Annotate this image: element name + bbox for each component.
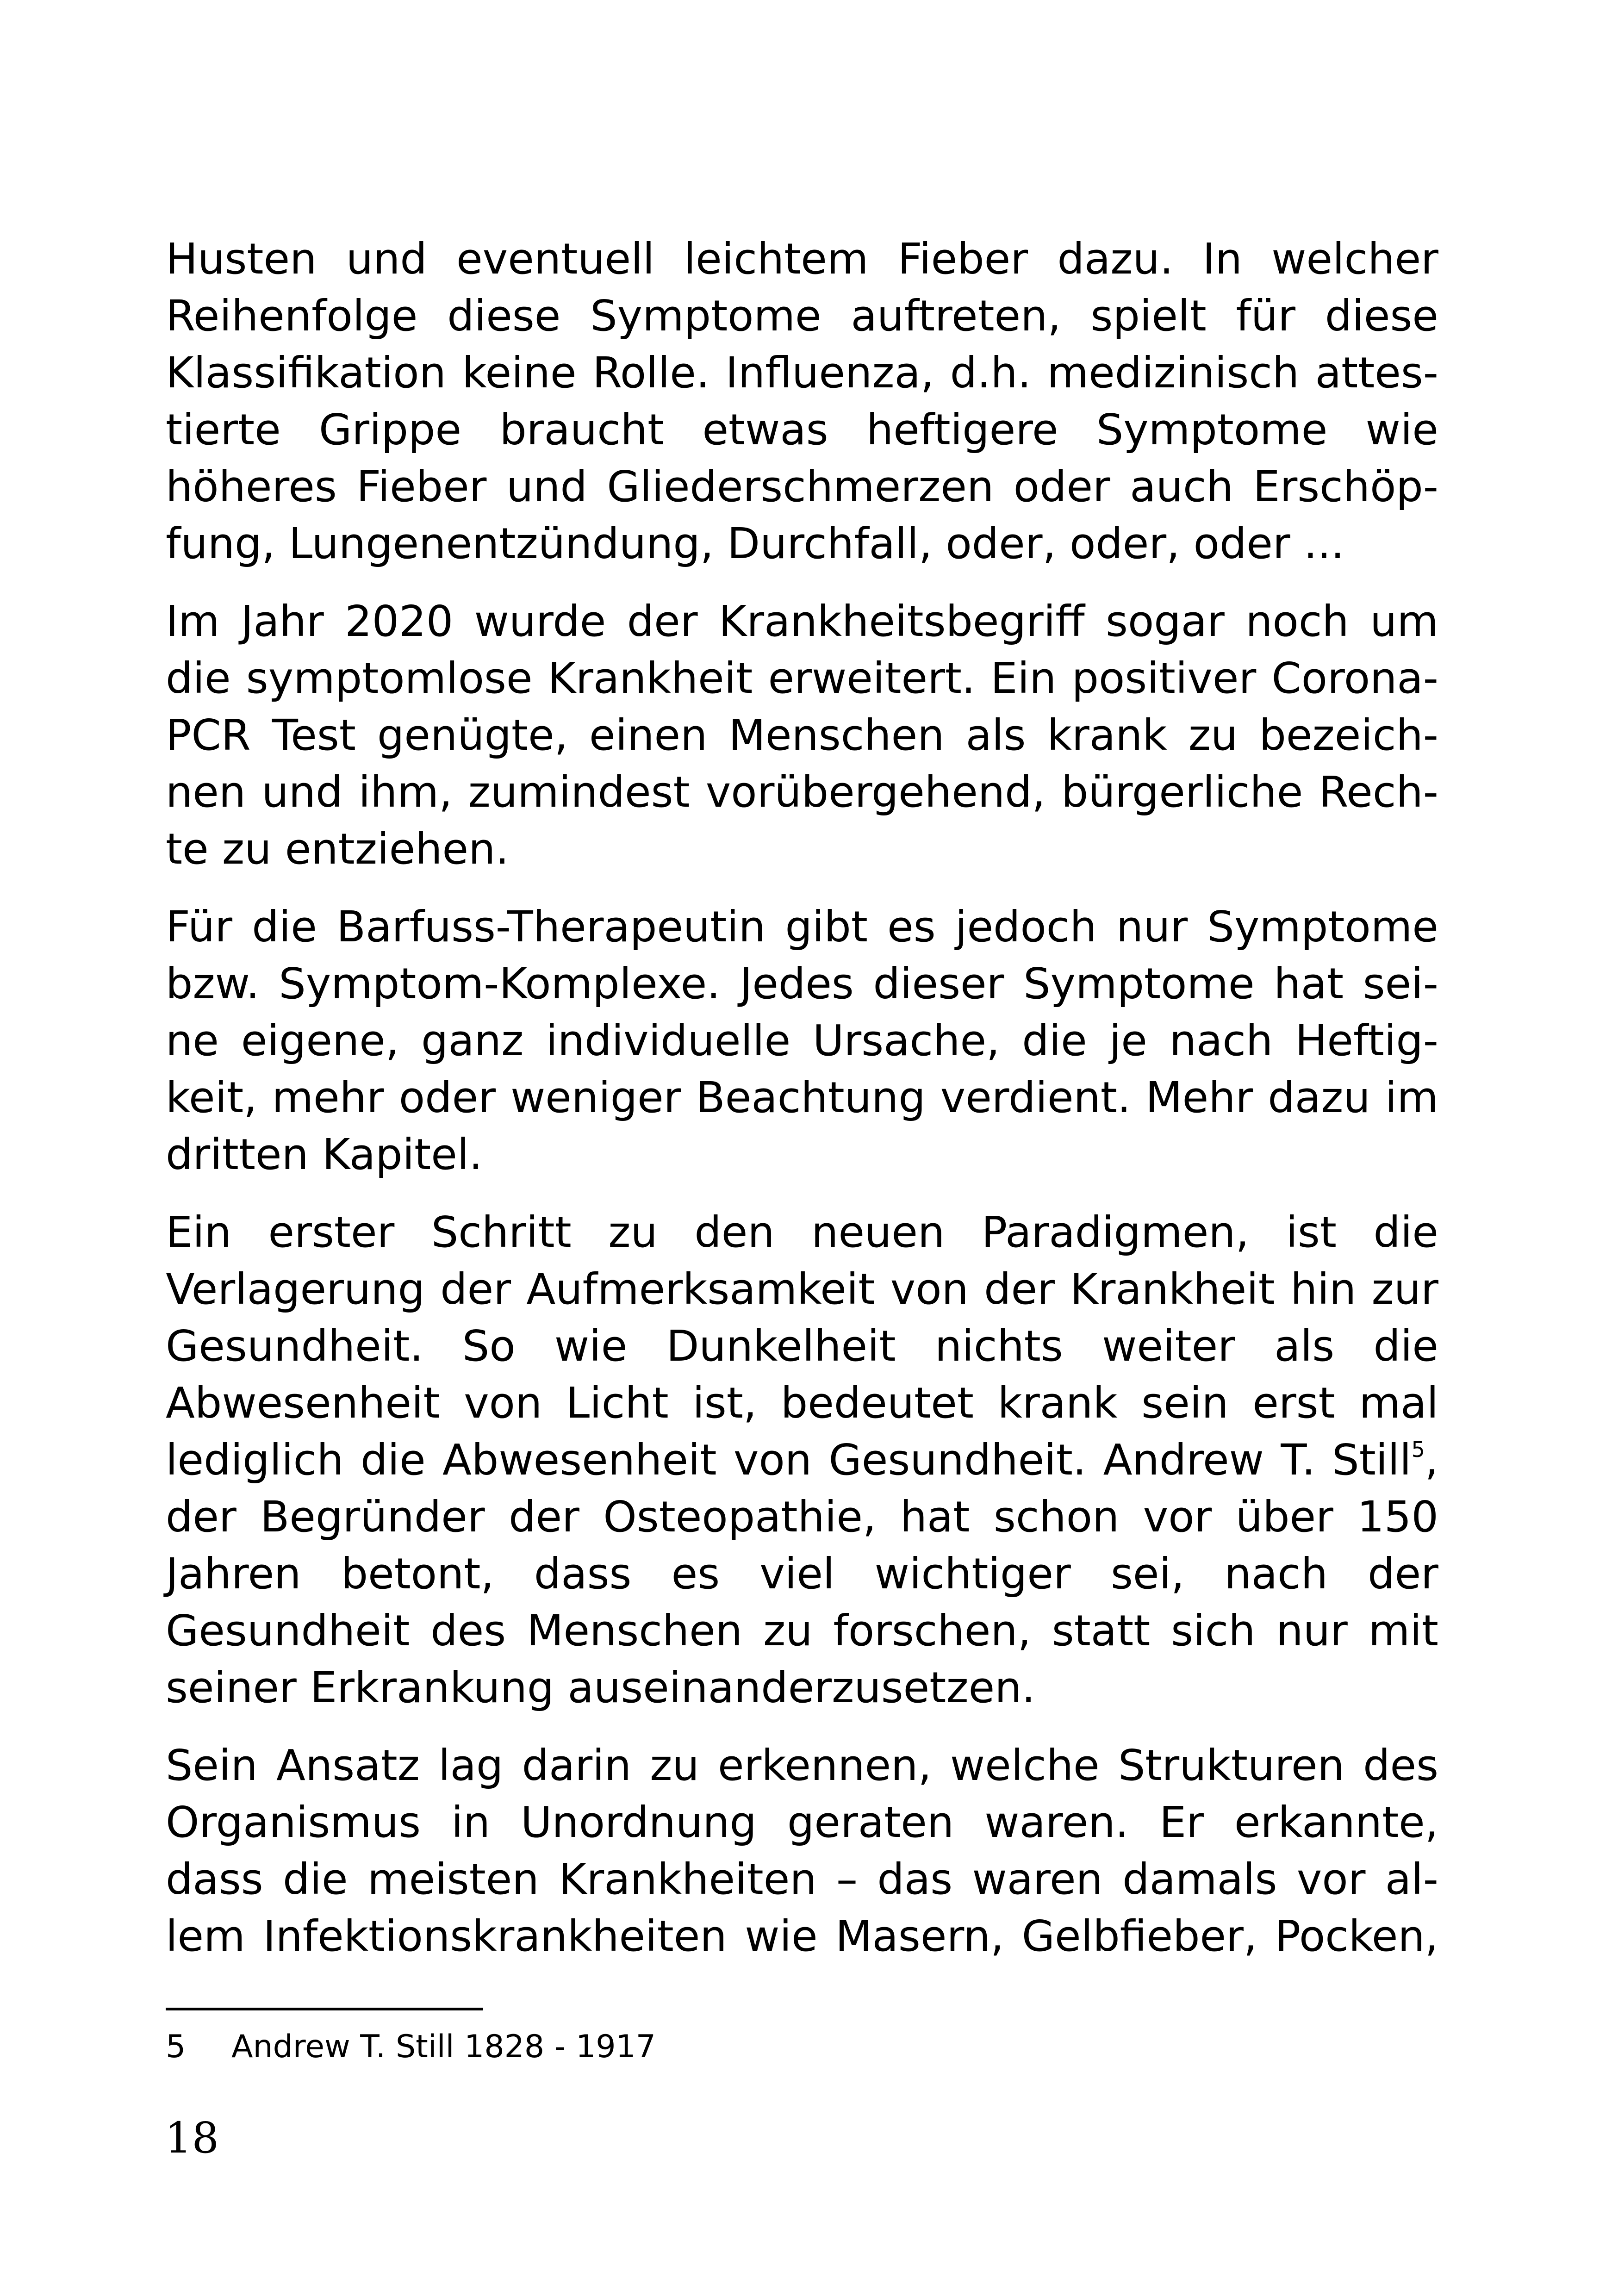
paragraph-4-text-before-reference: Ein erster Schritt zu den neuen Paradigmen, ist die Verlagerung der Aufmerksamkeit von der Krankheit hin zur Gesundheit. So wie Dunkelheit nichts weiter als die Abwesenheit von Licht ist, bedeutet krank sein erst mal lediglich die Abwesenheit von Gesundheit. Andrew T. Still xyxy=(166,1207,1438,1485)
footnote-reference: 5 xyxy=(1411,1437,1425,1462)
paragraph-3: Für die Barfuss-Therapeutin gibt es jedoch nur Symptome bzw. Symptom-Komplexe. Jedes dieser Symptome hat seine eigene, ganz individuelle Ursache, die je nach Heftigkeit, mehr oder weniger Beachtung verdient. Mehr dazu im dritten Kapitel. xyxy=(166,902,1438,1179)
page-number: 18 xyxy=(165,2113,219,2163)
footnote-text: Andrew T. Still 1828 - 1917 xyxy=(231,2028,656,2065)
paragraph-4-text-after-reference: , der Begründer der Osteopathie, hat schon vor über 150 Jahren betont, dass es viel wichtiger sei, nach der Gesundheit des Menschen zu forschen, statt sich nur mit seiner Erkrankung auseinanderzusetzen. xyxy=(166,1435,1438,1712)
paragraph-2: Im Jahr 2020 wurde der Krankheitsbegriff sogar noch um die symptomlose Krankheit erweitert. Ein positiver Corona-PCR Test genügte, einen Menschen als krank zu bezeichnen und ihm, zumindest vorübergehend, bürgerliche Rechte zu entziehen. xyxy=(166,597,1438,874)
paragraph-5: Sein Ansatz lag darin zu erkennen, welche Strukturen des Organismus in Unordnung geraten waren. Er erkannte, dass die meisten Krankheiten – das waren damals vor allem Infektionskrankheiten wie Masern, Gelbfieber, Pocken, xyxy=(166,1741,1438,1961)
footnote xyxy=(166,2026,656,2068)
paragraph-4 xyxy=(166,1204,1438,1716)
paragraph-1: Husten und eventuell leichtem Fieber dazu. In welcher Reihenfolge diese Symptome auftreten, spielt für diese Klassifikation keine Rolle. Influenza, d.h. medizinisch attestierte Grippe braucht etwas heftigere Symptome wie höheres Fieber und Gliederschmerzen oder auch Erschöpfung, Lungenentzündung, Durchfall, oder, oder, oder ... xyxy=(166,234,1438,568)
footnote-number: 5 xyxy=(166,2028,186,2065)
footnote-separator xyxy=(166,2008,483,2010)
body-text xyxy=(166,230,1438,1965)
